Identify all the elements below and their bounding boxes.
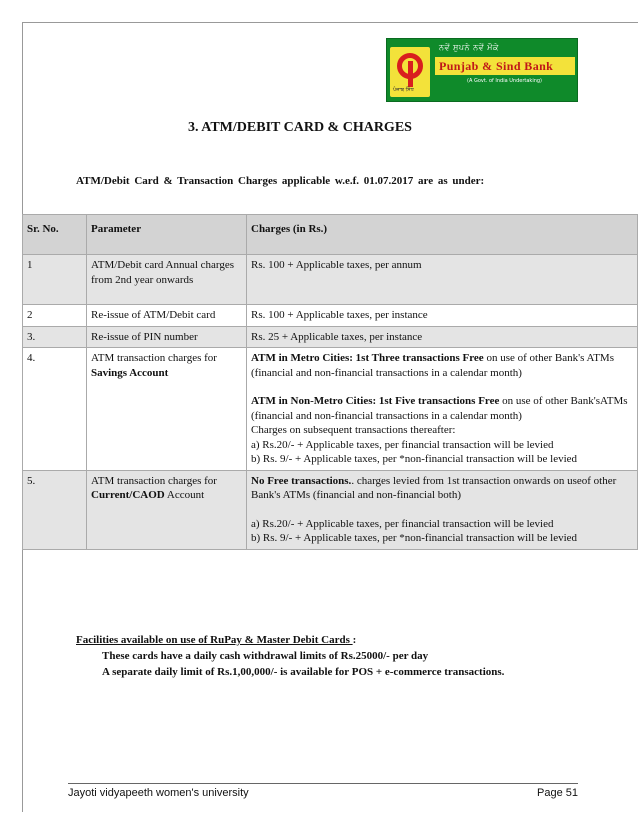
cell-parameter: Re-issue of PIN number xyxy=(87,326,247,348)
facilities-title: Facilities available on use of RuPay & Master Debit Cards xyxy=(76,634,353,646)
charge-a: a) Rs.20/- + Applicable taxes, per financial transaction will be levied xyxy=(251,517,554,530)
intro-text: ATM/Debit Card & Transaction Charges applicable w.e.f. 01.07.2017 are as under: xyxy=(76,175,485,187)
param-prefix: ATM transaction charges for xyxy=(91,352,217,365)
cell-sr: 5. xyxy=(23,470,87,549)
metro-text: ATM in Metro Cities: 1st Three transactions Free on use of other Bank's ATMs (financial and non-financial transactions in a calendar month) xyxy=(251,352,614,379)
cell-parameter: ATM transaction charges for Current/CAOD Account xyxy=(87,470,247,549)
header-parameter: Parameter xyxy=(87,215,247,255)
cell-parameter: ATM/Debit card Annual charges from 2nd year onwards xyxy=(87,255,247,305)
cell-parameter: Re-issue of ATM/Debit card xyxy=(87,305,247,327)
cell-charges: Rs. 25 + Applicable taxes, per instance xyxy=(247,326,638,348)
facilities-line-2: A separate daily limit of Rs.1,00,000/- is available for POS + e-commerce transactions. xyxy=(102,666,505,678)
cell-charges: Rs. 100 + Applicable taxes, per annum xyxy=(247,255,638,305)
cell-sr: 1 xyxy=(23,255,87,305)
header-charges: Charges (in Rs.) xyxy=(247,215,638,255)
page-footer xyxy=(68,783,578,799)
nonmetro-text: ATM in Non-Metro Cities: 1st Five transactions Free on use of other Bank'sATMs (financial and non-financial transactions in a calendar month) xyxy=(251,395,628,422)
header-sr-no: Sr. No. xyxy=(23,215,87,255)
logo-tagline: ਨਵੇਂ ਸੁਪਨੇ ਨਵੇਂ ਮੌਕੇ xyxy=(439,43,499,52)
bank-logo xyxy=(386,38,578,102)
table-row xyxy=(23,305,638,327)
subsequent-text: Charges on subsequent transactions thereafter: xyxy=(251,424,456,437)
cell-charges xyxy=(247,470,638,549)
footer-page-number: Page 51 xyxy=(537,787,578,799)
charge-b: b) Rs. 9/- + Applicable taxes, per *non-financial transaction will be levied xyxy=(251,453,578,466)
cell-sr: 2 xyxy=(23,305,87,327)
logo-bank-name: Punjab & Sind Bank xyxy=(435,57,575,75)
cell-sr: 4. xyxy=(23,348,87,471)
facilities-section: Facilities available on use of RuPay & Master Debit Cards : These cards have a daily cash withdrawal limits of Rs.25000/- per day A separate daily limit of Rs.1,00,000/- is available for POS + e-commerce transactions. xyxy=(76,634,505,678)
table-row xyxy=(23,470,638,549)
table-row xyxy=(23,348,638,471)
param-bold: Savings Account xyxy=(91,366,169,379)
charge-b: b) Rs. 9/- + Applicable taxes, per *non-financial transaction will be levied xyxy=(251,532,578,545)
cell-parameter xyxy=(87,348,247,471)
logo-emblem-text: ਪੰਜਾਬ ਸਿੰਧ xyxy=(393,87,414,93)
charge-a: a) Rs.20/- + Applicable taxes, per financial transaction will be levied xyxy=(251,438,554,451)
nofree-text: No Free transactions.. charges levied from 1st transaction onwards on useof other Bank's ATMs (financial and non-financial both) xyxy=(251,474,617,502)
cell-charges xyxy=(247,348,638,471)
table-header-row xyxy=(23,215,638,255)
cell-charges: Rs. 100 + Applicable taxes, per instance xyxy=(247,305,638,327)
footer-university: Jayoti vidyapeeth women's university xyxy=(68,787,249,799)
table-row xyxy=(23,326,638,348)
table-row xyxy=(23,255,638,305)
cell-sr: 3. xyxy=(23,326,87,348)
logo-subtitle: (A Govt. of India Undertaking) xyxy=(467,78,542,84)
logo-emblem-icon xyxy=(390,47,430,97)
charges-table xyxy=(22,214,638,550)
section-heading: 3. ATM/DEBIT CARD & CHARGES xyxy=(188,120,412,135)
facilities-line-1: These cards have a daily cash withdrawal limits of Rs.25000/- per day xyxy=(102,650,429,662)
